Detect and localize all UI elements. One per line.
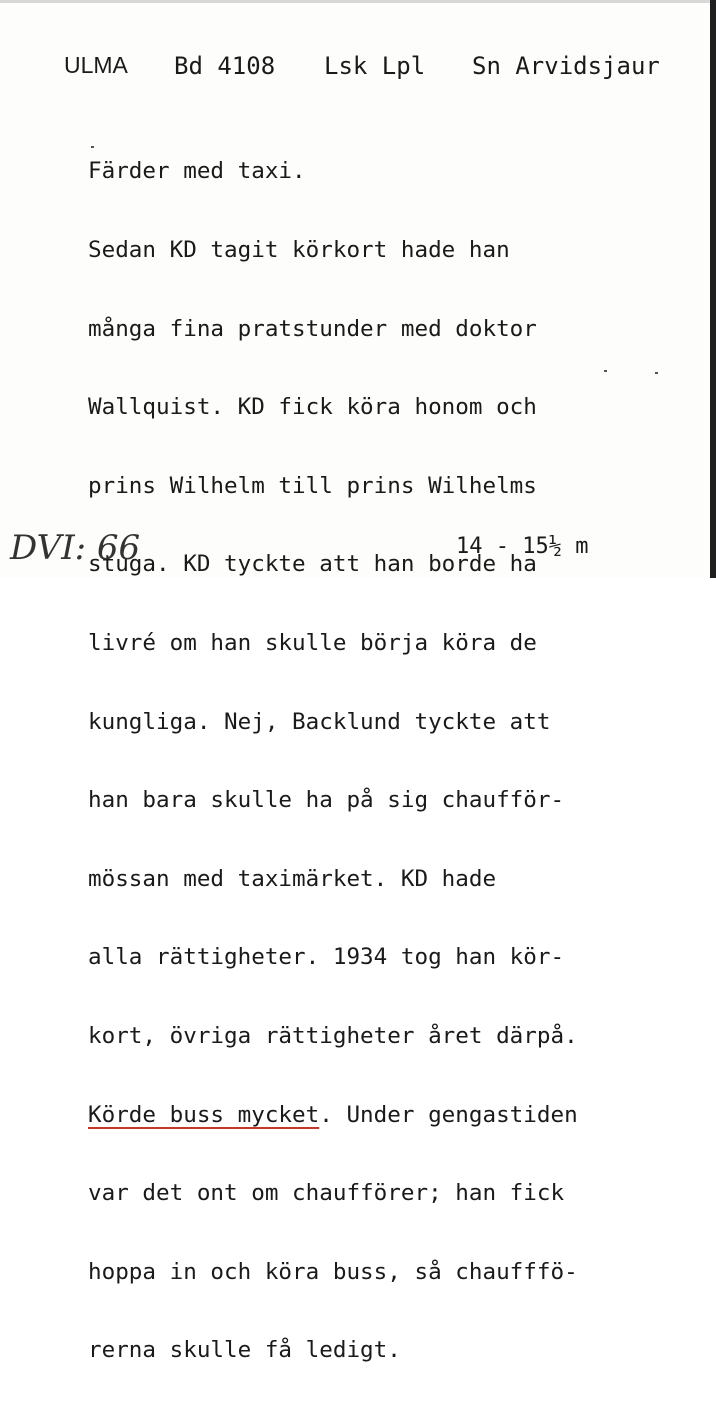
text-line: han bara skulle ha på sig chaufför- <box>88 787 565 814</box>
card-right-edge <box>710 0 716 578</box>
text-line: stuga. KD tyckte att han borde ha <box>88 551 537 578</box>
ink-speck <box>655 372 658 374</box>
text-line: alla rättigheter. 1934 tog han kör- <box>88 944 565 971</box>
record-text <box>88 106 698 1416</box>
ink-speck <box>91 146 94 148</box>
underlined-phrase: Körde buss mycket <box>88 1101 320 1128</box>
text-line: var det ont om chaufförer; han fick <box>88 1180 565 1207</box>
text-line: rerna skulle få ledigt. <box>88 1337 401 1364</box>
handwritten-code: DVI: 66 <box>10 528 141 568</box>
volume-number: Bd 4108 <box>174 52 276 80</box>
text-line: mössan med taximärket. KD hade <box>88 865 497 892</box>
text-line: livré om han skulle börja köra de <box>88 629 537 656</box>
text-line: Färder med taxi. <box>88 158 306 185</box>
text-line: Wallquist. KD fick köra honom och <box>88 394 537 421</box>
archive-name: ULMA <box>64 52 128 78</box>
page-reference: 14 - 15½ m <box>456 534 589 559</box>
card-header <box>64 52 696 84</box>
text-line: kungliga. Nej, Backlund tyckte att <box>88 708 551 735</box>
parish-name: Sn Arvidsjaur <box>472 52 660 80</box>
ink-speck <box>604 370 607 372</box>
text-line-underlined <box>88 1102 698 1128</box>
text-line: många fina pratstunder med doktor <box>88 315 537 342</box>
card-top-edge <box>0 0 716 3</box>
text-line: hoppa in och köra buss, så chaufffö- <box>88 1258 578 1285</box>
text-line: prins Wilhelm till prins Wilhelms <box>88 472 537 499</box>
district-code: Lsk Lpl <box>324 52 426 80</box>
text-line: Sedan KD tagit körkort hade han <box>88 237 510 263</box>
text-line-rest: . Under gengastiden <box>319 1101 578 1128</box>
text-line: kort, övriga rättigheter året därpå. <box>88 1022 578 1049</box>
